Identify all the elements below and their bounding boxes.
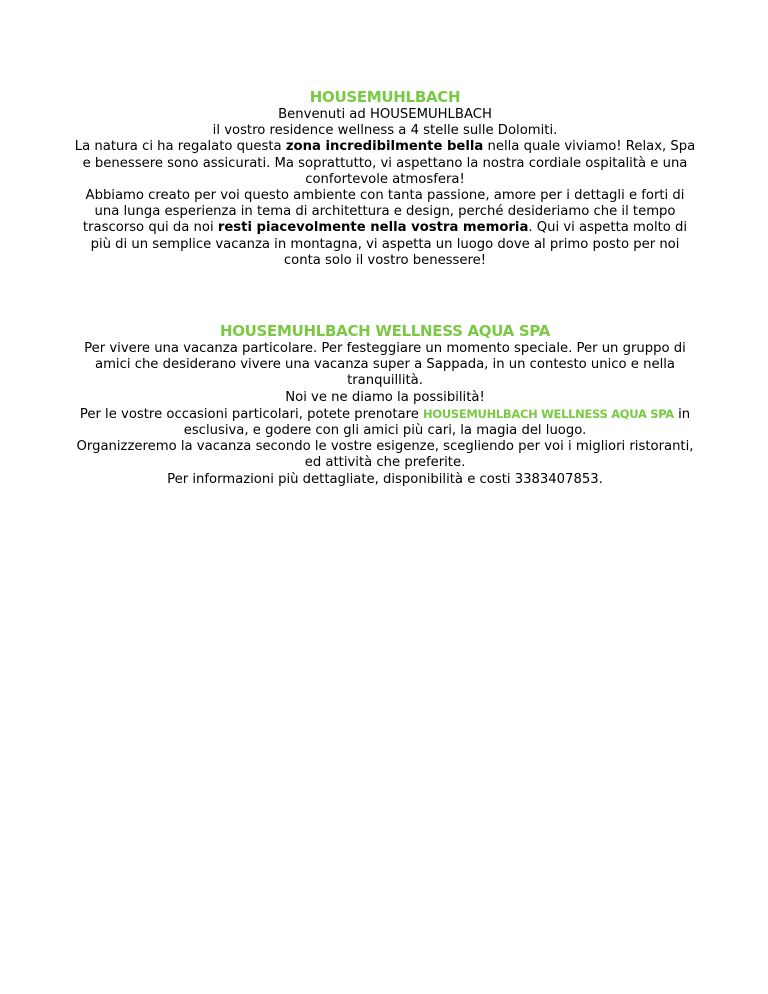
spa-p3-after: in esclusiva, e godere con gli amici più cari, la magia del luogo. <box>183 406 691 439</box>
intro-paragraph-2 <box>74 188 696 269</box>
spa-paragraph-4: Organizzeremo la vacanza secondo le vostre esigenze, scegliendo per voi i migliori ristoranti, ed attività che preferite. <box>76 439 694 471</box>
intro-p2-after: . Qui vi aspetta molto di più di un semplice vacanza in montagna, vi aspetta un luogo dove al primo posto per noi conta solo il vostro benessere! <box>90 220 688 268</box>
spa-section <box>74 322 696 488</box>
brand-heading: HOUSEMUHLBACH <box>309 88 461 106</box>
intro-p1-bold: zona incredibilmente bella <box>285 139 484 155</box>
intro-p2-before: Abbiamo creato per voi questo ambiente con tanta passione, amore per i dettagli e forti di una lunga esperienza in tema di architettura e design, perché desideriamo che il tempo trascorso qui da noi <box>82 188 685 236</box>
spa-paragraph-5: Per informazioni più dettagliate, disponibilità e costi 3383407853. <box>167 471 603 487</box>
intro-section <box>74 88 696 269</box>
document-page <box>74 88 696 488</box>
intro-p2-bold: resti piacevolmente nella vostra memoria <box>217 220 529 236</box>
spa-paragraph-3 <box>74 406 696 439</box>
intro-paragraph-1 <box>74 139 696 171</box>
welcome-text: Benvenuti ad HOUSEMUHLBACH <box>278 107 492 122</box>
spa-paragraph-1: Per vivere una vacanza particolare. Per festeggiare un momento speciale. Per un gruppo di amici che desiderano vivere una vacanza super a Sappada, in un contesto unico e nella tranquillità. <box>84 341 686 389</box>
intro-p1-after: nella quale viviamo! Relax, Spa e benessere sono assicurati. Ma soprattutto, vi aspettano la nostra cordiale ospitalità e una <box>82 139 696 171</box>
spa-paragraph-2: Noi ve ne diamo la possibilità! <box>285 389 485 405</box>
subtitle-text: il vostro residence wellness a 4 stelle sulle Dolomiti. <box>212 123 558 139</box>
intro-paragraph-1-line2: confortevole atmosfera! <box>305 171 465 187</box>
spa-inline-brand: HOUSEMUHLBACH WELLNESS AQUA SPA <box>423 406 674 421</box>
spa-p3-before: Per le vostre occasioni particolari, potete prenotare <box>79 406 424 422</box>
spa-heading: HOUSEMUHLBACH WELLNESS AQUA SPA <box>219 322 551 341</box>
intro-p1-before: La natura ci ha regalato questa <box>74 139 286 155</box>
